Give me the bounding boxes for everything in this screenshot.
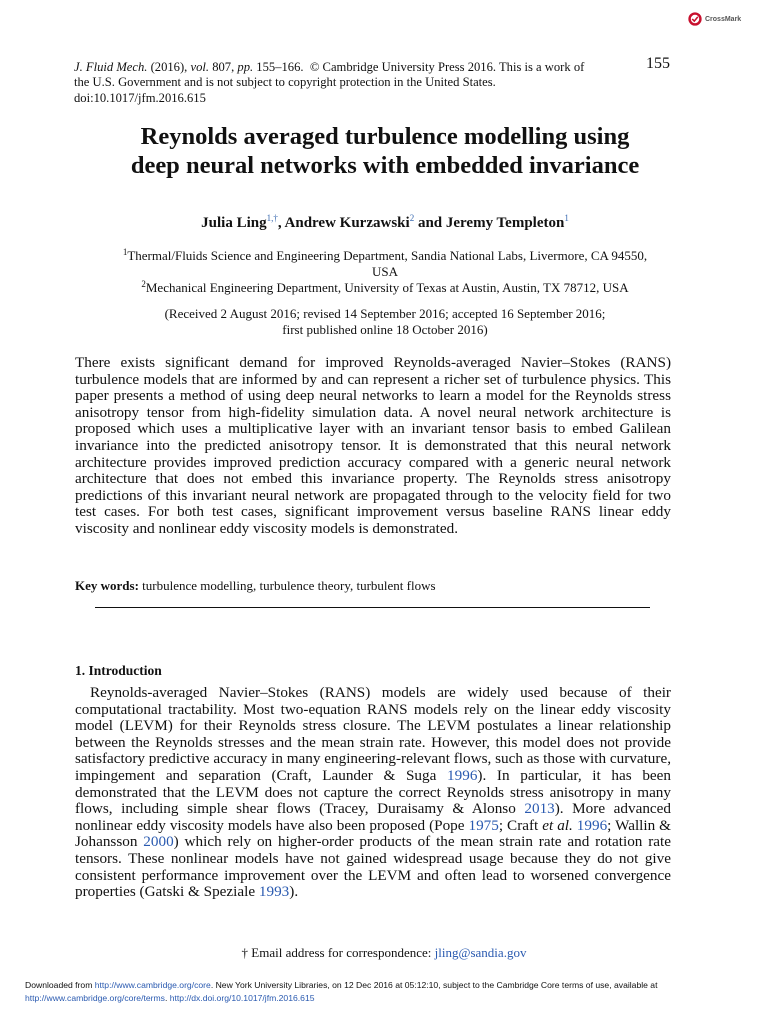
journal-year: (2016), bbox=[150, 60, 188, 74]
citation-link[interactable]: 2000 bbox=[143, 833, 174, 851]
copyright-line-2: the U.S. Government and is not subject to copyright protection in the United States. bbox=[74, 75, 496, 90]
crossmark-label: CrossMark bbox=[705, 15, 742, 23]
citation-link[interactable]: 1993 bbox=[258, 883, 290, 901]
terms-link[interactable]: http://www.cambridge.org/core/terms bbox=[25, 993, 165, 1003]
download-text: . New York University Libraries, on 12 Dec 2016 at 05:12:10, subject to the Cambridge Core terms of use, available at bbox=[210, 980, 658, 990]
section-divider bbox=[95, 607, 650, 608]
page-number: 155 bbox=[646, 55, 670, 72]
abstract: There exists significant demand for improved Reynolds-averaged Navier–Stokes (RANS) turbulence models that are informed by and can represent a richer set of turbulence physics. This paper presents a method of using deep neural networks to learn a model for the Reynolds stress anisotropy tensor from high-fidelity simulation data. A novel neural network architecture is proposed which uses a multiplicative layer with an invariant tensor basis to embed Galilean invariance into the predicted anisotropy tensor. It is demonstrated that this neural network architecture provides improved prediction accuracy compared with a generic neural network architecture that does not embed this invariance property. The Reynolds stress anisotropy predictions of this invariant neural network are propagated through to the velocity field for two test cases. For both test cases, significant improvement versus baseline RANS linear eddy viscosity and nonlinear eddy viscosity models is demonstrated. bbox=[75, 354, 671, 537]
paper-title bbox=[60, 122, 710, 180]
correspondence-footnote bbox=[0, 945, 768, 961]
affiliation-1-number: 1 bbox=[122, 247, 128, 257]
header-line-1 bbox=[74, 60, 670, 75]
author-3: Jeremy Templeton bbox=[445, 215, 565, 231]
copyright-notice: © Cambridge University Press 2016. This is a work of bbox=[309, 60, 585, 74]
journal-header bbox=[74, 55, 670, 106]
citation-link[interactable]: 1996 bbox=[576, 816, 608, 834]
intro-text: Reynolds-averaged Navier–Stokes (RANS) models are widely used because of their computational tractability. Most two-equation RANS models rely on the linear eddy viscosity model (LEVM) for their Reynolds stress closure. The LEVM postulates a linear relationship between the Reynolds stresses and the mean strain rate. However, this model does not provide satisfactory predictive accuracy in many engineering-relevant flows, such as those with curvature, impingement and separation (Craft, Launder & Suga bbox=[75, 684, 671, 784]
keywords-text: turbulence modelling, turbulence theory, turbulent flows bbox=[142, 578, 436, 593]
doi: doi:10.1017/jfm.2016.615 bbox=[74, 90, 206, 105]
keywords-label: Key words: bbox=[75, 578, 139, 593]
crossmark-icon bbox=[688, 12, 702, 26]
affiliation-1 bbox=[60, 244, 710, 280]
intro-text: ). In particular, it has been demonstrated that the LEVM does not capture the correct Reynolds stress anisotropy in many flows, including simple shear flows (Tracey, Duraisamy & Alonso bbox=[75, 766, 671, 818]
pages-label: pp. bbox=[237, 60, 254, 74]
introduction-paragraph bbox=[75, 685, 671, 901]
journal-name: J. Fluid Mech. bbox=[74, 60, 148, 74]
download-text: Downloaded from bbox=[25, 980, 95, 990]
citation-link[interactable]: 1975 bbox=[468, 816, 499, 834]
section-heading-introduction: 1. Introduction bbox=[75, 663, 162, 678]
title-line-2: deep neural networks with embedded invariance bbox=[130, 152, 640, 179]
keywords bbox=[75, 578, 671, 594]
citation-link[interactable]: 2013 bbox=[524, 800, 555, 818]
intro-text: ) which rely on higher-order products of the mean strain rate and rotation rate tensors. These nonlinear models have not gained widespread usage because they do not give consistent performance improvement over the LEVM and often lead to worsened convergence properties (Gatski & Speziale bbox=[75, 833, 671, 901]
publication-dates bbox=[60, 306, 710, 338]
volume-number: 807, bbox=[212, 60, 235, 74]
dates-line-1: (Received 2 August 2016; revised 14 September 2016; accepted 16 September 2016; bbox=[164, 306, 606, 321]
intro-text: ; Wallin & Johansson bbox=[75, 816, 671, 851]
affiliation-1-text: Thermal/Fluids Science and Engineering Department, Sandia National Labs, Livermore, CA 94550, bbox=[127, 248, 648, 263]
doi-link[interactable]: http://dx.doi.org/10.1017/jfm.2016.615 bbox=[169, 993, 315, 1003]
affiliation-2-text: Mechanical Engineering Department, University of Texas at Austin, Austin, TX 78712, USA bbox=[145, 280, 629, 295]
author-3-affiliation-link[interactable]: 1 bbox=[564, 213, 569, 223]
footnote-prefix: † Email address for correspondence: bbox=[241, 945, 435, 960]
intro-text: ). More advanced nonlinear eddy viscosity models have also been proposed (Pope bbox=[75, 800, 671, 834]
affiliation-2-number: 2 bbox=[141, 279, 146, 289]
dates-line-2: first published online 18 October 2016) bbox=[282, 322, 488, 337]
author-2-affiliation-link[interactable]: 2 bbox=[409, 213, 415, 223]
author-2: Andrew Kurzawski bbox=[284, 215, 410, 231]
page-range: 155–166. bbox=[256, 60, 304, 74]
download-text: . bbox=[164, 993, 170, 1003]
correspondence-email-link[interactable]: jling@sandia.gov bbox=[434, 945, 527, 960]
download-notice bbox=[25, 979, 755, 1005]
author-1-affiliation-link[interactable]: 1,† bbox=[266, 213, 278, 223]
cambridge-core-link[interactable]: http://www.cambridge.org/core bbox=[94, 980, 211, 990]
author-separator-2: and bbox=[414, 215, 446, 231]
author-1: Julia Ling bbox=[201, 215, 267, 231]
affiliation-2 bbox=[60, 276, 710, 296]
citation-link[interactable]: 1996 bbox=[447, 766, 478, 784]
affiliation-1-country: USA bbox=[371, 264, 398, 279]
intro-text: ; Craft bbox=[498, 816, 543, 834]
crossmark-badge[interactable] bbox=[688, 11, 741, 27]
author-list bbox=[60, 213, 710, 232]
intro-text: ). bbox=[289, 883, 299, 901]
volume-label: vol. bbox=[190, 60, 210, 74]
author-separator-1: , bbox=[277, 215, 285, 231]
title-line-1: Reynolds averaged turbulence modelling using bbox=[140, 123, 630, 150]
et-al: et al. bbox=[542, 816, 573, 834]
